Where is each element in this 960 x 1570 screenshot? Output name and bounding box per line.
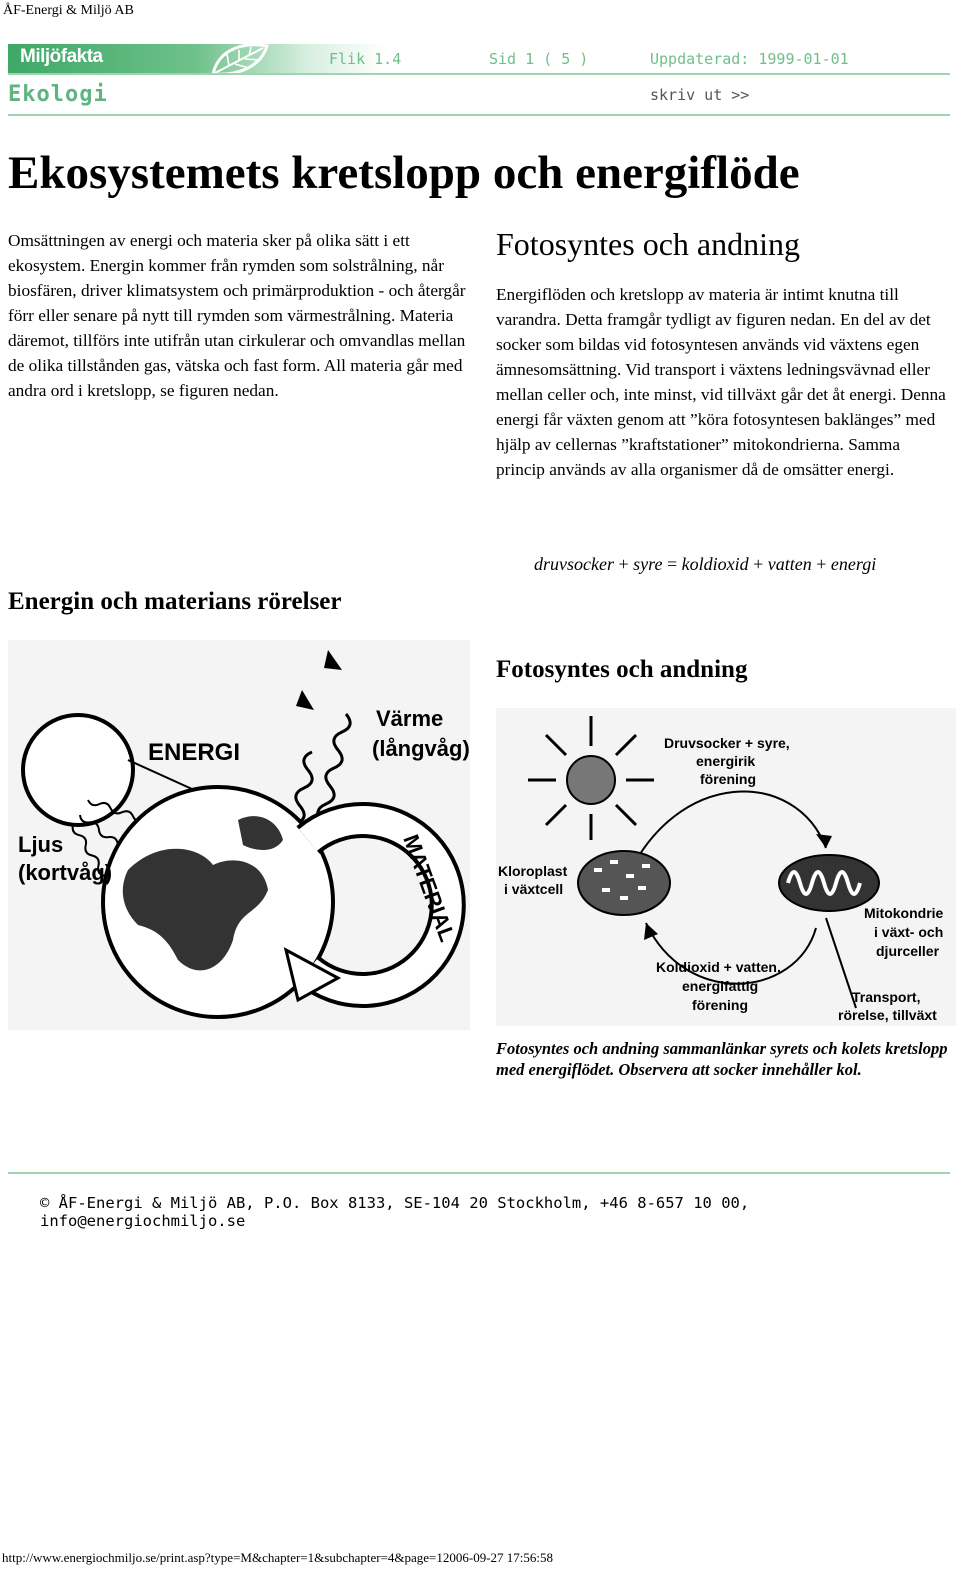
energi-label: ENERGI (148, 739, 241, 766)
material-label: MATERIAL (398, 831, 461, 945)
svg-text:i växtcell: i växtcell (504, 881, 564, 897)
right-heading: Fotosyntes och andning (496, 226, 800, 262)
svg-text:Druvsocker + syre,: Druvsocker + syre, (664, 735, 790, 751)
formula: druvsocker + syre = koldioxid + vatten + energi (534, 554, 877, 574)
intro-paragraph: Omsättningen av energi och materia sker på olika sätt i ett ekosystem. Energin kommer från rymden som solstrålning, når biosfären, driver klimatsystem och primärproduktion - och återgår förr eller senare på nytt till rymden som värmestrålning. Materia däremot, tillförs inte utifrån utan cirkulerar och omvandlas mellan de olika tillstånden gas, vätska och fast form. All materia går med andra ord i kretslopp, se figuren nedan. (8, 231, 466, 400)
svg-text:Transport,: Transport, (852, 989, 921, 1005)
print-header: ÅF-Energi & Miljö AB (3, 3, 134, 18)
mitochondrion-icon (779, 855, 879, 911)
varme-label: Värme (376, 706, 444, 731)
ljus-label: Ljus (18, 832, 64, 857)
svg-text:Mitokondrie: Mitokondrie (864, 905, 944, 921)
svg-text:Koldioxid + vatten,: Koldioxid + vatten, (656, 959, 781, 975)
svg-text:rörelse, tillväxt: rörelse, tillväxt (838, 1007, 937, 1023)
photosynthesis-figure (496, 708, 956, 1026)
footer-rule (8, 1172, 950, 1174)
right-figure-heading: Fotosyntes och andning (496, 656, 748, 683)
right-paragraph: Energiflöden och kretslopp av materia är intimt knutna till varandra. Detta framgår tydligt av figuren nedan. En del av det socker som bildas vid fotosyntesen används vid växtens egen ämnesomsättning. Vid transport i växtens ledningsvävnad eller mellan celler och, inte minst, vid tillväxt går det åt energi. Denna energi får växten genom att ”köra fotosyntesen baklänges” med hjälp av cellernas ”kraftstationer” mitokondrierna. Samma princip används av alla organismer då de omsätter energi. (496, 285, 946, 479)
page-title: Ekosystemets kretslopp och energiflöde (8, 147, 800, 199)
varme-sub-label: (långvåg) (372, 736, 470, 761)
print-url: http://www.energiochmiljo.se/print.asp?type=M&chapter=1&subchapter=4&page=12006-09-27 17:56:58 (2, 1550, 554, 1565)
svg-text:i växt- och: i växt- och (874, 924, 944, 940)
left-figure-heading: Energin och materians rörelser (8, 588, 342, 615)
print-link[interactable]: skriv ut >> (650, 86, 750, 104)
header-rule (8, 73, 950, 75)
leaf-logo-icon (205, 42, 275, 76)
updated-date: Uppdaterad: 1999-01-01 (650, 50, 849, 68)
svg-text:djurceller: djurceller (876, 943, 940, 959)
svg-text:förening: förening (692, 997, 748, 1013)
svg-text:Kloroplast: Kloroplast (498, 863, 568, 879)
figure-caption: Fotosyntes och andning sammanlänkar syrets och kolets kretslopp med energiflödet. Observera att socker innehåller kol. (496, 1039, 948, 1079)
svg-text:energirik: energirik (696, 753, 756, 769)
section-title: Ekologi (8, 82, 108, 107)
section-rule (8, 114, 950, 116)
energy-material-figure (8, 640, 470, 1030)
footer-contact: © ÅF-Energi & Miljö AB, P.O. Box 8133, SE-104 20 Stockholm, +46 8-657 10 00, info@energiochmiljo.se (40, 1194, 750, 1230)
sun-icon (567, 756, 615, 804)
sun-icon (23, 715, 133, 825)
svg-text:förening: förening (700, 771, 756, 787)
ljus-sub-label: (kortvåg) (18, 860, 113, 885)
brand-logo-text: Miljöfakta (20, 46, 103, 67)
page-indicator: Sid 1 ( 5 ) (489, 50, 589, 68)
chloroplast-icon (578, 851, 670, 915)
flik-label: Flik 1.4 (329, 50, 402, 68)
svg-text:energifattig: energifattig (682, 978, 759, 994)
